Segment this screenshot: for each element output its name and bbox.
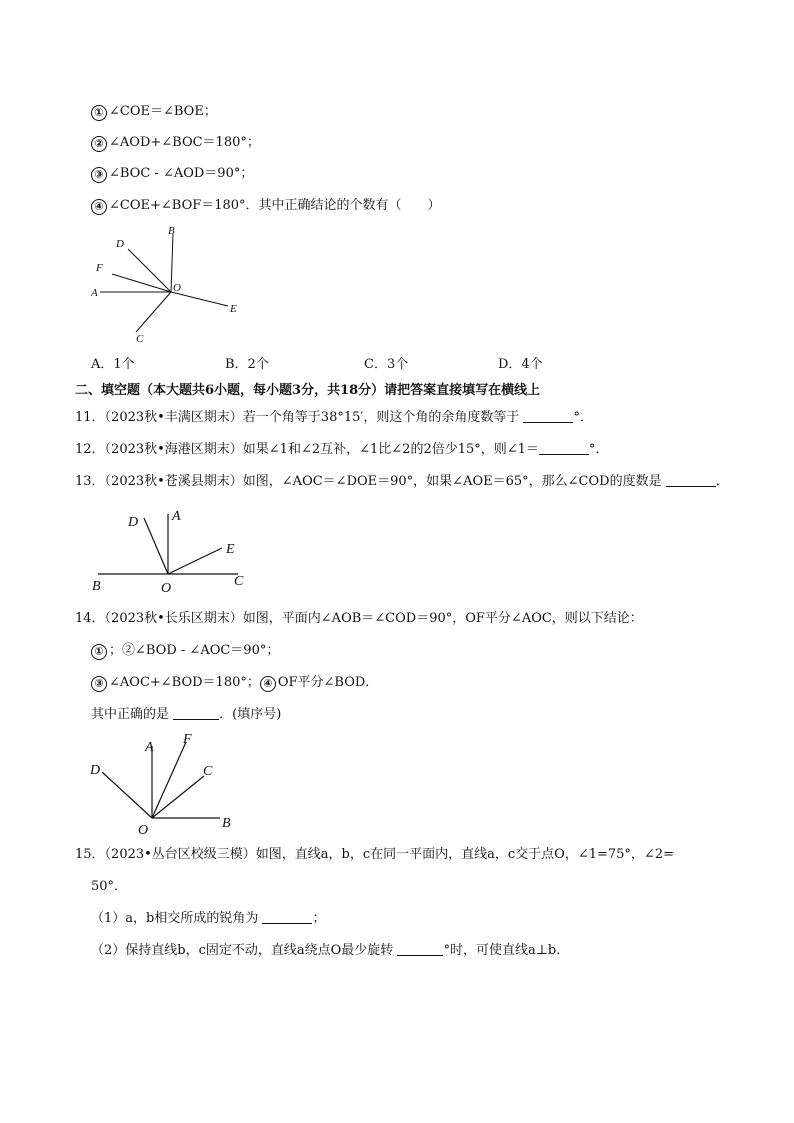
q11: 11．（2023秋•丰满区期末）若一个角等于38°15′，则这个角的余角度数等于 °． bbox=[75, 410, 593, 425]
circled-number-1: ① bbox=[91, 644, 107, 660]
circled-number-3: ③ bbox=[91, 676, 107, 692]
ray-OD bbox=[102, 772, 152, 818]
q14: 14．（2023秋•长乐区期末）如图，平面内∠AOB＝∠COD＝90°，OF平分∠AOC，则以下结论： bbox=[75, 611, 643, 626]
label-D: D bbox=[128, 515, 139, 530]
q15-line-2: 50°． bbox=[91, 879, 128, 894]
label-C: C bbox=[234, 574, 244, 589]
label-E: E bbox=[230, 303, 237, 315]
ray-OF bbox=[152, 742, 186, 818]
q10-figure bbox=[80, 222, 260, 352]
answer-blank-q13 bbox=[666, 473, 716, 487]
option-c: C．3个 bbox=[364, 357, 409, 372]
circled-number-4: ④ bbox=[260, 676, 276, 692]
q14-figure bbox=[86, 730, 246, 838]
option-d: D．4个 bbox=[498, 357, 543, 372]
label-A: A bbox=[91, 287, 98, 299]
q14-line-2: ① ；②∠BOD - ∠AOC＝90°； bbox=[91, 642, 279, 660]
q10-statement-3: ③ ∠BOC - ∠AOD＝90°； bbox=[91, 165, 253, 183]
answer-blank-q15-2 bbox=[397, 942, 443, 956]
label-C: C bbox=[136, 333, 144, 345]
label-D: D bbox=[90, 763, 101, 778]
ray-OD bbox=[144, 518, 168, 574]
answer-blank-q15-1 bbox=[262, 910, 312, 924]
label-E: E bbox=[226, 542, 235, 557]
label-A: A bbox=[145, 740, 154, 755]
q10-statement-1: ① ∠COE＝∠BOE； bbox=[91, 103, 217, 121]
ray-OC bbox=[152, 776, 204, 818]
q15-part-2: （2）保持直线b，c固定不动，直线a绕点O最少旋转 °时，可使直线a⊥b． bbox=[91, 943, 570, 958]
q10-statement-2: ② ∠AOD+∠BOC＝180°； bbox=[91, 134, 260, 152]
ray-OE bbox=[171, 292, 228, 306]
ray-OC bbox=[136, 292, 171, 332]
q13: 13．（2023秋•苍溪县期末）如图，∠AOC＝∠DOE＝90°，如果∠AOE＝65°，那么∠COD的度数是 ． bbox=[75, 474, 729, 489]
circled-number-1: ① bbox=[91, 105, 107, 121]
circled-number-4: ④ bbox=[91, 199, 107, 215]
section-heading: 二、填空题（本大题共6小题，每小题3分，共18分）请把答案直接填写在横线上 bbox=[75, 383, 541, 398]
label-O: O bbox=[161, 581, 172, 596]
q15-part-1: （1）a，b相交所成的锐角为 ； bbox=[91, 911, 326, 926]
label-O: O bbox=[173, 282, 181, 294]
q10-statement-4: ④ ∠COE+∠BOF＝180°．其中正确结论的个数有（ ） bbox=[91, 197, 441, 215]
label-A: A bbox=[172, 509, 181, 524]
label-B: B bbox=[222, 816, 231, 831]
option-b: B．2个 bbox=[225, 357, 269, 372]
answer-blank-q11 bbox=[523, 409, 573, 423]
q14-line-3: ③ ∠AOC+∠BOD＝180°； ④ OF平分∠BOD． bbox=[91, 674, 378, 692]
label-F: F bbox=[96, 262, 103, 274]
label-C: C bbox=[203, 764, 213, 779]
q13-figure bbox=[88, 504, 258, 594]
q14-line-4: 其中正确的是 ．(填序号) bbox=[91, 707, 282, 722]
circled-number-3: ③ bbox=[91, 167, 107, 183]
label-B: B bbox=[92, 579, 101, 594]
option-a: A．1个 bbox=[91, 357, 135, 372]
label-O: O bbox=[138, 823, 149, 838]
q15: 15．（2023•丛台区校级三模）如图，直线a，b，c在同一平面内，直线a，c交于点O，∠1=75°，∠2= bbox=[75, 847, 674, 862]
label-B: B bbox=[168, 225, 175, 237]
answer-blank-q14 bbox=[173, 706, 219, 720]
q12: 12．（2023秋•海港区期末）如果∠1和∠2互补，∠1比∠2的2倍少15°，则∠1＝ °． bbox=[75, 442, 609, 457]
label-D: D bbox=[116, 238, 124, 250]
circled-number-2: ② bbox=[91, 136, 107, 152]
label-F: F bbox=[183, 732, 192, 747]
ray-OE bbox=[168, 548, 222, 574]
answer-blank-q12 bbox=[539, 441, 589, 455]
